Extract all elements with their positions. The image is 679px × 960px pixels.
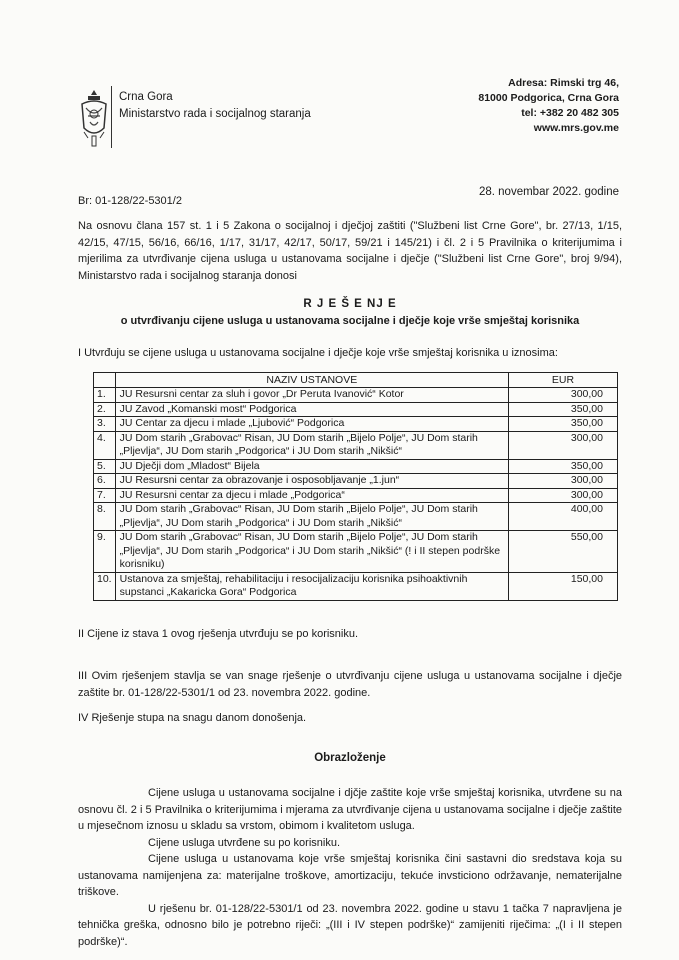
section-3: III Ovim rješenjem stavlja se van snage rješenje o utvrđivanju cijene usluga u ustanovama socijalne i dječje zaštite br. 01-128/22-5301/1 od 23. novembra 2022. godine. [78, 670, 622, 699]
header-name: NAZIV USTANOVE [115, 373, 508, 388]
preamble: Na osnovu člana 157 st. 1 i 5 Zakona o socijalnoj i dječjoj zaštiti ("Službeni list Crne Gore", br. 27/13, 1/15, 42/15, 47/15, 56/16, 66/16, 1/17, 31/17, 42/17, 50/17, 59/21 i 145/21) i čl. 2 i 5 Pravilnika o kriterijumima i mjerilima za utvrđivanje cijena usluga u ustanovama socijalne i dječje ("Službeni list Crne Gore", broj 9/94), Ministarstvo rada i socijalnog staranja donosi [78, 220, 622, 282]
institution-name: JU Dom starih „Grabovac“ Risan, JU Dom starih „Bijelo Polje“, JU Dom starih „Pljevlja“, JU Dom starih „Podgorica“ i JU Dom starih „Nikšić“ [115, 431, 508, 459]
institution-name: JU Dječji dom „Mladost“ Bijela [115, 459, 508, 474]
section-2: II Cijene iz stava 1 ovog rješenja utvrđuju se po korisniku. [78, 628, 359, 640]
row-number: 10. [94, 572, 116, 600]
reasoning-title: Obrazloženje [314, 752, 386, 764]
table-row [94, 531, 618, 573]
price: 350,00 [509, 402, 618, 417]
price: 300,00 [509, 488, 618, 503]
website-line: www.mrs.gov.me [533, 122, 619, 134]
reasoning-paragraph: Cijene usluga u ustanovama socijalne i djčje zaštite koje vrše smještaj korisnika, utvrđene su na osnovu čl. 2 i 5 Pravilnika o kriterijumima i mjerama za utvrđivanje cijena u ustanovama socijalne i dječje zaštite u mjesečnom iznosu u skladu sa vrstom, obimom i kvalitetom usluga. [78, 787, 622, 832]
phone-line: tel: +382 20 482 305 [521, 107, 619, 119]
institution-name: Ustanova za smještaj, rehabilitaciju i resocijalizaciju korisnika psihoaktivnih supstanci „Kakaricka Gora“ Podgorica [115, 572, 508, 600]
header-divider [111, 86, 112, 148]
institution-name: JU Zavod „Komanski most“ Podgorica [115, 402, 508, 417]
price: 150,00 [509, 572, 618, 600]
table-row [94, 402, 618, 417]
reference-number: Br: 01-128/22-5301/2 [78, 195, 182, 207]
table-row [94, 417, 618, 432]
table-header-row [94, 373, 618, 388]
country-name: Crna Gora [119, 91, 173, 103]
row-number: 3. [94, 417, 116, 432]
row-number: 7. [94, 488, 116, 503]
table-row [94, 474, 618, 489]
price: 300,00 [509, 474, 618, 489]
table-row [94, 572, 618, 600]
section-4: IV Rješenje stupa na snagu danom donošenja. [78, 712, 307, 724]
table-row [94, 431, 618, 459]
address-line: 81000 Podgorica, Crna Gora [478, 92, 619, 104]
institution-name: JU Resursni centar za sluh i govor „Dr Peruta Ivanović“ Kotor [115, 388, 508, 403]
header-no [94, 373, 116, 388]
table-row [94, 503, 618, 531]
price: 350,00 [509, 417, 618, 432]
institution-name: JU Resursni centar za obrazovanje i osposobljavanje „1.jun“ [115, 474, 508, 489]
ministry-name: Ministarstvo rada i socijalnog staranja [119, 108, 311, 120]
reasoning-paragraph: Cijene usluga u ustanovama koje vrše smještaj korisnika čini sastavni dio sredstava koja su ustanovama namijenjena za: materijalne troškove, amortizaciju, tekuće invsticiono održavanje, nematerijalne triškove. [78, 853, 622, 898]
price: 400,00 [509, 503, 618, 531]
price-table [93, 372, 618, 601]
section-1: I Utvrđuju se cijene usluga u ustanovama socijalne i dječje koje vrše smještaj korisnika u iznosima: [78, 347, 558, 359]
table-row [94, 459, 618, 474]
document-title: R J E Š E NJ E [303, 298, 397, 310]
price: 550,00 [509, 531, 618, 573]
row-number: 4. [94, 431, 116, 459]
reasoning-body [78, 785, 622, 950]
coat-of-arms-logo [78, 88, 110, 152]
row-number: 6. [94, 474, 116, 489]
row-number: 2. [94, 402, 116, 417]
price: 300,00 [509, 431, 618, 459]
table-row [94, 488, 618, 503]
institution-name: JU Resursni centar za djecu i mlade „Podgorica“ [115, 488, 508, 503]
institution-name: JU Dom starih „Grabovac“ Risan, JU Dom starih „Bijelo Polje“, JU Dom starih „Pljevlja“, JU Dom starih „Podgorica“ i JU Dom starih „Nikšić“ [115, 503, 508, 531]
table-row [94, 388, 618, 403]
address-block [478, 76, 619, 136]
row-number: 8. [94, 503, 116, 531]
institution-name: JU Centar za djecu i mlade „Ljubović“ Podgorica [115, 417, 508, 432]
institution-name: JU Dom starih „Grabovac“ Risan, JU Dom starih „Bijelo Polje“, JU Dom starih „Pljevlja“, JU Dom starih „Podgorica“ i JU Dom starih „Nikšić“ (! i II stepen podrške korisniku) [115, 531, 508, 573]
header-eur: EUR [509, 373, 618, 388]
row-number: 5. [94, 459, 116, 474]
row-number: 1. [94, 388, 116, 403]
price: 300,00 [509, 388, 618, 403]
document-subtitle: o utvrđivanju cijene usluga u ustanovama socijalne i dječje koje vrše smještaj korisnika [120, 315, 580, 327]
price: 350,00 [509, 459, 618, 474]
reasoning-paragraph: Cijene usluga utvrđene su po korisniku. [148, 836, 341, 849]
address-line: Adresa: Rimski trg 46, [508, 77, 619, 89]
row-number: 9. [94, 531, 116, 573]
document-date: 28. novembar 2022. godine [478, 186, 619, 198]
reasoning-paragraph: U rješenu br. 01-128/22-5301/1 od 23. novembra 2022. godine u stavu 1 tačka 7 napravljena je tehnička greška, odnosno bilo je potrebno riječi: „(III i IV stepen podrške)“ zamijeniti riječima: „(I i II stepen podrške)“. [78, 902, 622, 948]
